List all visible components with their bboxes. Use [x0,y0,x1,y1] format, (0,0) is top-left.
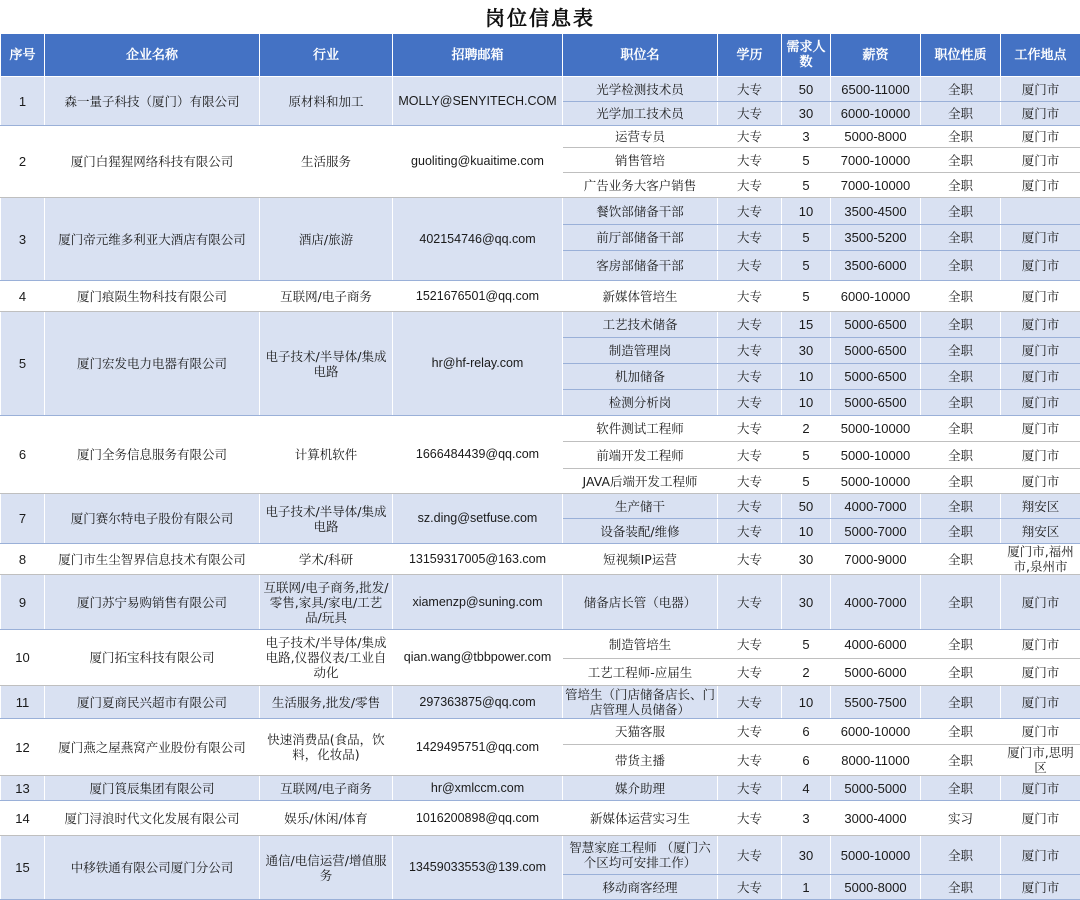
cell-education: 大专 [718,719,782,745]
cell-job-type: 全职 [921,442,1001,469]
cell-email: 13459033553@139.com [393,836,563,900]
cell-email: 297363875@qq.com [393,686,563,719]
cell-email: 1666484439@qq.com [393,416,563,494]
cell-count: 2 [782,659,831,686]
cell-location: 厦门市 [1001,390,1080,416]
cell-email: hr@hf-relay.com [393,312,563,416]
cell-industry: 酒店/旅游 [260,198,393,281]
cell-job-type: 全职 [921,338,1001,364]
cell-location: 厦门市 [1001,630,1080,659]
cell-location: 翔安区 [1001,494,1080,519]
table-row [1,198,1080,225]
cell-email: guoliting@kuaitime.com [393,126,563,198]
cell-industry: 电子技术/半导体/集成电路,仪器仪表/工业自动化 [260,630,393,686]
cell-location: 厦门市 [1001,801,1080,836]
cell-location: 厦门市 [1001,686,1080,719]
cell-location: 厦门市 [1001,281,1080,312]
cell-count: 5 [782,225,831,251]
cell-job-type: 全职 [921,390,1001,416]
cell-count: 5 [782,630,831,659]
cell-job-type: 全职 [921,102,1001,126]
cell-count: 5 [782,148,831,173]
cell-job-title: 前端开发工程师 [563,442,718,469]
cell-company: 厦门白猩猩网络科技有限公司 [45,126,260,198]
cell-industry: 学术/科研 [260,544,393,575]
cell-count: 3 [782,801,831,836]
cell-job-title: 移动商客经理 [563,875,718,900]
table-row [1,630,1080,659]
cell-count: 5 [782,469,831,494]
cell-count: 6 [782,719,831,745]
cell-job-title: 机加储备 [563,364,718,390]
cell-education: 大专 [718,251,782,281]
cell-job-title: 管培生（门店储备店长、门店管理人员储备） [563,686,718,719]
cell-education: 大专 [718,836,782,875]
table-row [1,126,1080,148]
cell-salary: 7000-10000 [831,173,921,198]
cell-industry: 生活服务,批发/零售 [260,686,393,719]
cell-location: 厦门市 [1001,364,1080,390]
table-body [1,77,1080,900]
cell-job-title: 工艺技术储备 [563,312,718,338]
cell-industry: 电子技术/半导体/集成电路 [260,494,393,544]
cell-location: 厦门市 [1001,338,1080,364]
cell-no: 11 [1,686,45,719]
cell-education: 大专 [718,686,782,719]
cell-email: 1016200898@qq.com [393,801,563,836]
cell-job-title: 餐饮部储备干部 [563,198,718,225]
cell-job-type: 全职 [921,364,1001,390]
cell-education: 大专 [718,198,782,225]
table-row [1,776,1080,801]
header-email: 招聘邮箱 [393,34,563,77]
cell-industry: 原材料和加工 [260,77,393,126]
cell-count: 10 [782,364,831,390]
cell-education: 大专 [718,442,782,469]
cell-salary: 4000-6000 [831,630,921,659]
cell-location: 厦门市 [1001,469,1080,494]
header-job-type: 职位性质 [921,34,1001,77]
cell-education: 大专 [718,776,782,801]
table-row [1,836,1080,875]
cell-job-type: 全职 [921,519,1001,544]
cell-location: 厦门市 [1001,719,1080,745]
cell-salary: 3500-6000 [831,251,921,281]
table-row [1,416,1080,442]
cell-job-title: 前厅部储备干部 [563,225,718,251]
cell-count: 30 [782,338,831,364]
cell-count: 50 [782,494,831,519]
cell-no: 4 [1,281,45,312]
cell-salary: 8000-11000 [831,745,921,776]
cell-company: 厦门赛尔特电子股份有限公司 [45,494,260,544]
cell-job-type: 全职 [921,686,1001,719]
cell-email: hr@xmlccm.com [393,776,563,801]
cell-salary: 5000-6500 [831,312,921,338]
cell-email: sz.ding@setfuse.com [393,494,563,544]
cell-count: 5 [782,442,831,469]
cell-company: 厦门浔浪时代文化发展有限公司 [45,801,260,836]
cell-education: 大专 [718,126,782,148]
cell-job-type: 全职 [921,225,1001,251]
cell-company: 厦门宏发电力电器有限公司 [45,312,260,416]
cell-industry: 娱乐/休闲/体育 [260,801,393,836]
cell-job-type: 全职 [921,312,1001,338]
cell-no: 7 [1,494,45,544]
cell-company: 厦门全务信息服务有限公司 [45,416,260,494]
cell-job-type: 全职 [921,198,1001,225]
header-salary: 薪资 [831,34,921,77]
cell-email: 1521676501@qq.com [393,281,563,312]
cell-job-type: 全职 [921,745,1001,776]
cell-education: 大专 [718,281,782,312]
cell-company: 厦门痕陨生物科技有限公司 [45,281,260,312]
cell-company: 厦门拓宝科技有限公司 [45,630,260,686]
cell-education: 大专 [718,544,782,575]
cell-education: 大专 [718,225,782,251]
cell-email: qian.wang@tbbpower.com [393,630,563,686]
cell-location: 厦门市 [1001,312,1080,338]
cell-salary: 3500-5200 [831,225,921,251]
cell-no: 10 [1,630,45,686]
cell-location: 厦门市 [1001,126,1080,148]
cell-salary: 5000-6000 [831,659,921,686]
cell-email: MOLLY@SENYITECH.COM [393,77,563,126]
cell-salary: 5000-10000 [831,469,921,494]
cell-salary: 5000-6500 [831,338,921,364]
table-row [1,281,1080,312]
cell-no: 3 [1,198,45,281]
cell-location: 厦门市 [1001,836,1080,875]
cell-education: 大专 [718,364,782,390]
cell-education: 大专 [718,148,782,173]
cell-location: 厦门市 [1001,77,1080,102]
cell-salary: 6000-10000 [831,281,921,312]
cell-location: 厦门市 [1001,776,1080,801]
cell-salary: 5000-6500 [831,390,921,416]
cell-job-title: 智慧家庭工程师 （厦门六个区均可安排工作） [563,836,718,875]
cell-email: 402154746@qq.com [393,198,563,281]
cell-education: 大专 [718,875,782,900]
cell-location: 厦门市 [1001,442,1080,469]
cell-salary: 4000-7000 [831,494,921,519]
cell-education: 大专 [718,801,782,836]
page-title: 岗位信息表 [0,0,1080,33]
cell-location: 翔安区 [1001,519,1080,544]
cell-job-type: 全职 [921,776,1001,801]
table-row [1,686,1080,719]
cell-location: 厦门市 [1001,875,1080,900]
cell-location: 厦门市 [1001,148,1080,173]
cell-salary: 7000-10000 [831,148,921,173]
cell-education: 大专 [718,659,782,686]
cell-salary: 7000-9000 [831,544,921,575]
cell-job-type: 全职 [921,494,1001,519]
cell-job-type: 全职 [921,77,1001,102]
cell-job-title: 生产储干 [563,494,718,519]
table-row [1,544,1080,575]
cell-location: 厦门市 [1001,575,1080,630]
cell-salary: 5000-10000 [831,416,921,442]
cell-no: 2 [1,126,45,198]
cell-no: 12 [1,719,45,776]
cell-job-title: 制造管培生 [563,630,718,659]
cell-job-type: 全职 [921,469,1001,494]
cell-company: 厦门市生尘智界信息技术有限公司 [45,544,260,575]
cell-count: 10 [782,686,831,719]
cell-job-title: 销售管培 [563,148,718,173]
cell-job-type: 全职 [921,836,1001,875]
cell-industry: 生活服务 [260,126,393,198]
cell-industry: 通信/电信运营/增值服务 [260,836,393,900]
header-job-title: 职位名 [563,34,718,77]
cell-count: 30 [782,575,831,630]
cell-location: 厦门市 [1001,251,1080,281]
cell-job-title: 光学检测技术员 [563,77,718,102]
cell-education: 大专 [718,390,782,416]
cell-count: 15 [782,312,831,338]
cell-job-type: 全职 [921,875,1001,900]
cell-job-type: 全职 [921,659,1001,686]
cell-count: 50 [782,77,831,102]
cell-salary: 6500-11000 [831,77,921,102]
cell-count: 10 [782,519,831,544]
cell-job-title: 短视频IP运营 [563,544,718,575]
cell-education: 大专 [718,416,782,442]
header-industry: 行业 [260,34,393,77]
cell-job-type: 全职 [921,719,1001,745]
cell-industry: 互联网/电子商务,批发/零售,家具/家电/工艺品/玩具 [260,575,393,630]
cell-education: 大专 [718,173,782,198]
cell-count: 5 [782,281,831,312]
cell-job-title: 媒介助理 [563,776,718,801]
cell-job-type: 全职 [921,630,1001,659]
cell-job-title: 新媒体运营实习生 [563,801,718,836]
cell-location: 厦门市 [1001,173,1080,198]
cell-job-title: 光学加工技术员 [563,102,718,126]
cell-education: 大专 [718,312,782,338]
header-no: 序号 [1,34,45,77]
cell-count: 30 [782,544,831,575]
cell-job-title: 客房部储备干部 [563,251,718,281]
header-education: 学历 [718,34,782,77]
cell-location: 厦门市 [1001,659,1080,686]
table-row [1,719,1080,745]
cell-job-type: 实习 [921,801,1001,836]
header-location: 工作地点 [1001,34,1080,77]
cell-industry: 快速消费品(食品，饮料，化妆品) [260,719,393,776]
cell-education: 大专 [718,630,782,659]
cell-no: 14 [1,801,45,836]
cell-count: 6 [782,745,831,776]
cell-email: 13159317005@163.com [393,544,563,575]
table-row [1,77,1080,102]
cell-education: 大专 [718,469,782,494]
cell-company: 厦门筤辰集团有限公司 [45,776,260,801]
cell-company: 厦门苏宁易购销售有限公司 [45,575,260,630]
cell-salary: 5000-6500 [831,364,921,390]
cell-education: 大专 [718,102,782,126]
cell-no: 8 [1,544,45,575]
cell-industry: 互联网/电子商务 [260,281,393,312]
cell-job-type: 全职 [921,251,1001,281]
cell-count: 2 [782,416,831,442]
cell-salary: 5000-10000 [831,442,921,469]
table-row [1,494,1080,519]
cell-job-type: 全职 [921,575,1001,630]
cell-education: 大专 [718,519,782,544]
cell-job-title: 检测分析岗 [563,390,718,416]
cell-count: 4 [782,776,831,801]
cell-salary: 5500-7500 [831,686,921,719]
cell-location: 厦门市 [1001,416,1080,442]
table-row [1,801,1080,836]
cell-email: xiamenzp@suning.com [393,575,563,630]
cell-location [1001,198,1080,225]
cell-count: 5 [782,251,831,281]
header-row [1,34,1080,77]
cell-industry: 互联网/电子商务 [260,776,393,801]
cell-no: 13 [1,776,45,801]
cell-salary: 5000-8000 [831,875,921,900]
cell-company: 中移铁通有限公司厦门分公司 [45,836,260,900]
cell-job-title: 设备装配/维修 [563,519,718,544]
cell-company: 厦门夏商民兴超市有限公司 [45,686,260,719]
cell-education: 大专 [718,77,782,102]
cell-company: 厦门燕之屋燕窝产业股份有限公司 [45,719,260,776]
cell-count: 5 [782,173,831,198]
cell-salary: 5000-5000 [831,776,921,801]
header-count: 需求人数 [782,34,831,77]
cell-count: 30 [782,836,831,875]
cell-job-type: 全职 [921,173,1001,198]
cell-count: 1 [782,875,831,900]
cell-no: 5 [1,312,45,416]
cell-job-title: 制造管理岗 [563,338,718,364]
cell-email: 1429495751@qq.com [393,719,563,776]
cell-salary: 5000-10000 [831,836,921,875]
cell-no: 15 [1,836,45,900]
cell-count: 30 [782,102,831,126]
cell-industry: 计算机软件 [260,416,393,494]
cell-salary: 3500-4500 [831,198,921,225]
cell-salary: 6000-10000 [831,102,921,126]
cell-job-type: 全职 [921,126,1001,148]
header-company: 企业名称 [45,34,260,77]
cell-no: 9 [1,575,45,630]
cell-location: 厦门市 [1001,225,1080,251]
cell-job-title: 软件测试工程师 [563,416,718,442]
cell-job-type: 全职 [921,148,1001,173]
cell-job-title: 储备店长管（电器） [563,575,718,630]
cell-education: 大专 [718,745,782,776]
cell-job-title: 广告业务大客户销售 [563,173,718,198]
cell-salary: 5000-8000 [831,126,921,148]
cell-education: 大专 [718,338,782,364]
cell-count: 10 [782,390,831,416]
cell-company: 厦门帝元维多利亚大酒店有限公司 [45,198,260,281]
cell-job-title: 运营专员 [563,126,718,148]
cell-salary: 5000-7000 [831,519,921,544]
job-table [0,33,1080,900]
cell-location: 厦门市 [1001,102,1080,126]
cell-job-type: 全职 [921,544,1001,575]
cell-location: 厦门市,思明区 [1001,745,1080,776]
cell-job-title: 新媒体管培生 [563,281,718,312]
cell-job-title: 带货主播 [563,745,718,776]
cell-count: 3 [782,126,831,148]
cell-no: 6 [1,416,45,494]
table-row [1,312,1080,338]
cell-salary: 6000-10000 [831,719,921,745]
cell-salary: 4000-7000 [831,575,921,630]
cell-job-title: JAVA后端开发工程师 [563,469,718,494]
cell-count: 10 [782,198,831,225]
cell-job-type: 全职 [921,416,1001,442]
cell-education: 大专 [718,575,782,630]
cell-job-title: 工艺工程师-应届生 [563,659,718,686]
cell-company: 森一量子科技（厦门）有限公司 [45,77,260,126]
cell-industry: 电子技术/半导体/集成电路 [260,312,393,416]
cell-salary: 3000-4000 [831,801,921,836]
cell-no: 1 [1,77,45,126]
table-row [1,575,1080,630]
cell-location: 厦门市,福州市,泉州市 [1001,544,1080,575]
cell-education: 大专 [718,494,782,519]
cell-job-title: 天猫客服 [563,719,718,745]
cell-job-type: 全职 [921,281,1001,312]
